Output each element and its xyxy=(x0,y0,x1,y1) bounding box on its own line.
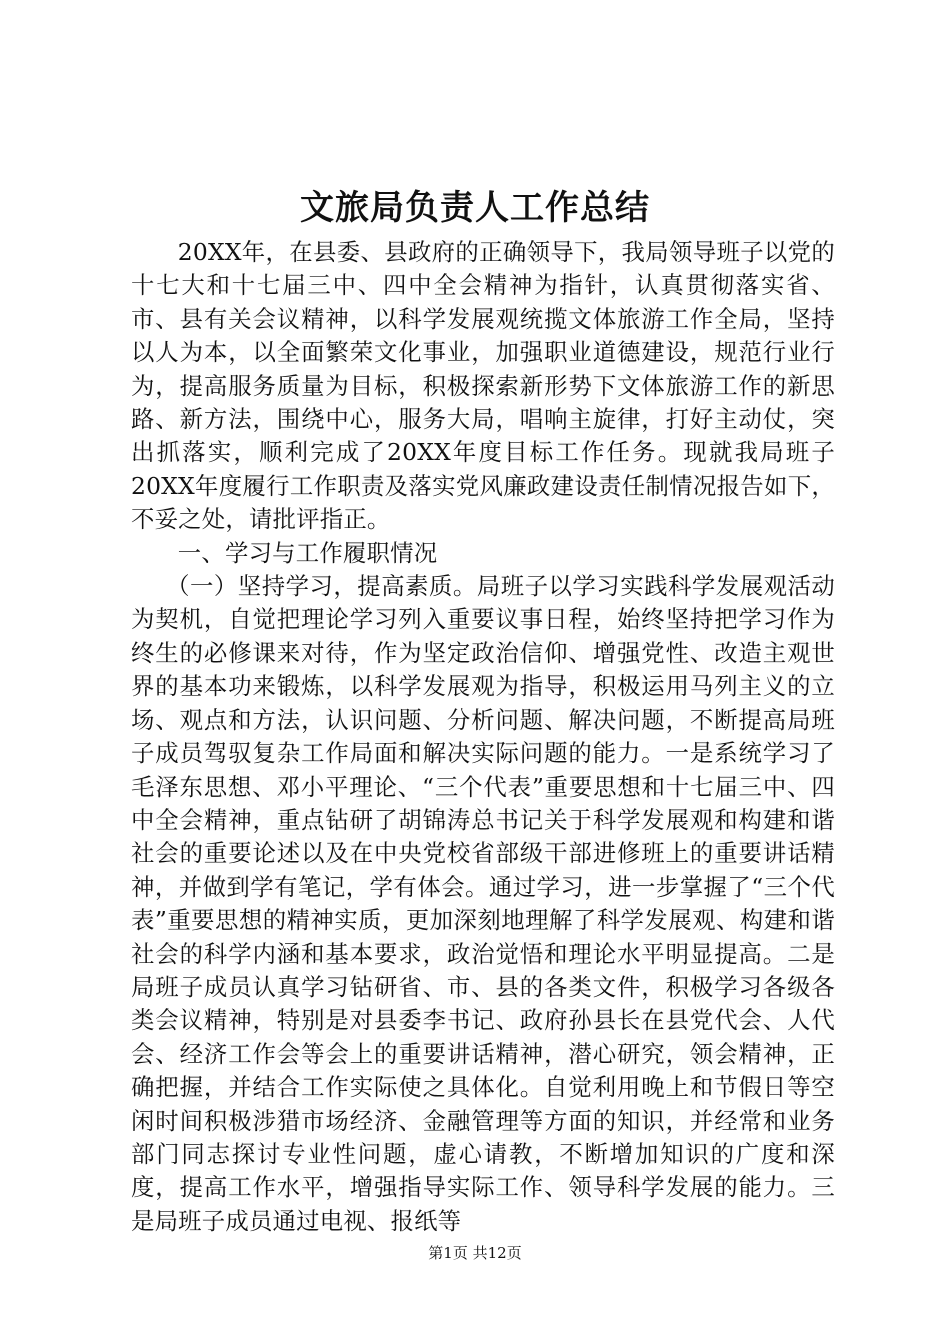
section-heading: 一、学习与工作履职情况 xyxy=(177,538,438,567)
document-body xyxy=(131,236,835,1238)
document-title: 文旅局负责人工作总结 xyxy=(300,188,650,228)
paragraph-intro: 20XX年，在县委、县政府的正确领导下，我局领导班子以党的十七大和十七届三中、四中全会精神为指针，认真贯彻落实省、市、县有关会议精神，以科学发展观统揽文体旅游工作全局，坚持以人为本，以全面繁荣文化事业，加强职业道德建设，规范行业行为，提高服务质量为目标，积极探索新形势下文体旅游工作的新思路、新方法，围绕中心，服务大局，唱响主旋律，打好主动仗，突出抓落实，顺利完成了20XX年度目标工作任务。现就我局班子20XX年度履行工作职责及落实党风廉政建设责任制情况报告如下，不妥之处，请批评指正。 xyxy=(131,238,835,534)
paragraph-study: （一）坚持学习，提高素质。局班子以学习实践科学发展观活动为契机，自觉把理论学习列入重要议事日程，始终坚持把学习作为终生的必修课来对待，作为坚定政治信仰、增强党性、改造主观世界的基本功来锻炼，以科学发展观为指导，积极运用马列主义的立场、观点和方法，认识问题、分析问题、解决问题，不断提高局班子成员驾驭复杂工作局面和解决实际问题的能力。一是系统学习了毛泽东思想、邓小平理论、“三个代表”重要思想和十七届三中、四中全会精神，重点钻研了胡锦涛总书记关于科学发展观和构建和谐社会的重要论述以及在中央党校省部级干部进修班上的重要讲话精神，并做到学有笔记，学有体会。通过学习，进一步掌握了“三个代表”重要思想的精神实质，更加深刻地理解了科学发展观、构建和谐社会的科学内涵和基本要求，政治觉悟和理论水平明显提高。二是局班子成员认真学习钻研省、市、县的各类文件，积极学习各级各类会议精神，特别是对县委李书记、政府孙县长在县党代会、人代会、经济工作会等会上的重要讲话精神，潜心研究，领会精神，正确把握，并结合工作实际使之具体化。自觉利用晚上和节假日等空闲时间积极涉猎市场经济、金融管理等方面的知识，并经常和业务部门同志探讨专业性问题，虚心请教，不断增加知识的广度和深度，提高工作水平，增强指导实际工作、领导科学发展的能力。三是局班子成员通过电视、报纸等 xyxy=(131,572,835,1235)
page-number: 第1页 共12页 xyxy=(428,1244,522,1262)
